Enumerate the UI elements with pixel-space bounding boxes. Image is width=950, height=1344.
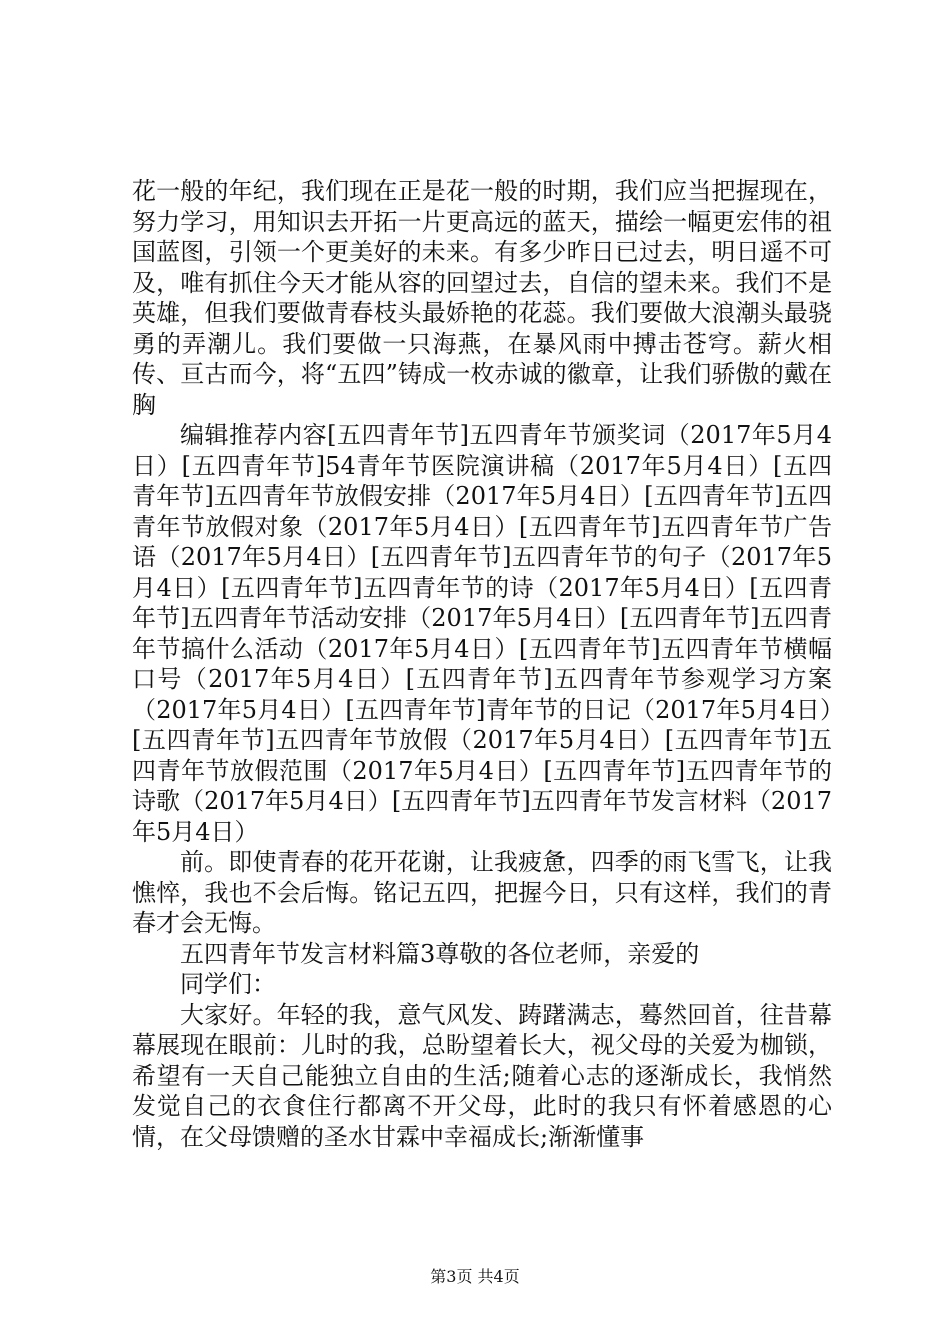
paragraph-6: 大家好。年轻的我，意气风发、踌躇满志，蓦然回首，往昔幕幕展现在眼前：儿时的我，总盼望着长大，视父母的关爱为枷锁，希望有一天自己能独立自由的生活;随着心志的逐渐成长，我悄然发觉自己的衣食住行都离不开父母，此时的我只有怀着感恩的心情，在父母馈赠的圣水甘霖中幸福成长;渐渐懂事 — [132, 1000, 832, 1151]
paragraph-5: 同学们： — [180, 970, 276, 998]
document-body — [132, 176, 832, 1152]
paragraph-2: 编辑推荐内容[五四青年节]五四青年节颁奖词（2017年5月4日）[五四青年节]54青年节医院演讲稿（2017年5月4日）[五四青年节]五四青年节放假安排（2017年5月4日）[五四青年节]五四青年节放假对象（2017年5月4日）[五四青年节]五四青年节广告语（2017年5月4日）[五四青年节]五四青年节的句子（2017年5月4日）[五四青年节]五四青年节的诗（2017年5月4日）[五四青年节]五四青年节活动安排（2017年5月4日）[五四青年节]五四青年节搞什么活动（2017年5月4日）[五四青年节]五四青年节横幅口号（2017年5月4日）[五四青年节]五四青年节参观学习方案（2017年5月4日）[五四青年节]青年节的日记（2017年5月4日）[五四青年节]五四青年节放假（2017年5月4日）[五四青年节]五四青年节放假范围（2017年5月4日）[五四青年节]五四青年节的诗歌（2017年5月4日）[五四青年节]五四青年节发言材料（2017年5月4日） — [132, 421, 832, 846]
paragraph-1: 花一般的年纪，我们现在正是花一般的时期，我们应当把握现在，努力学习，用知识去开拓一片更高远的蓝天，描绘一幅更宏伟的祖国蓝图，引领一个更美好的未来。有多少昨日已过去，明日遥不可及，唯有抓住今天才能从容的回望过去，自信的望未来。我们不是英雄，但我们要做青春枝头最娇艳的花蕊。我们要做大浪潮头最骁勇的弄潮儿。我们要做一只海燕，在暴风雨中搏击苍穹。薪火相传、亘古而今，将“五四”铸成一枚赤诚的徽章，让我们骄傲的戴在胸 — [132, 177, 832, 419]
paragraph-4: 五四青年节发言材料篇3尊敬的各位老师，亲爱的 — [180, 939, 700, 968]
paragraph-3: 前。即使青春的花开花谢，让我疲惫，四季的雨飞雪飞，让我憔悴，我也不会后悔。铭记五四，把握今日，只有这样，我们的青春才会无悔。 — [132, 848, 832, 937]
page-footer: 第3页 共4页 — [430, 1267, 520, 1286]
